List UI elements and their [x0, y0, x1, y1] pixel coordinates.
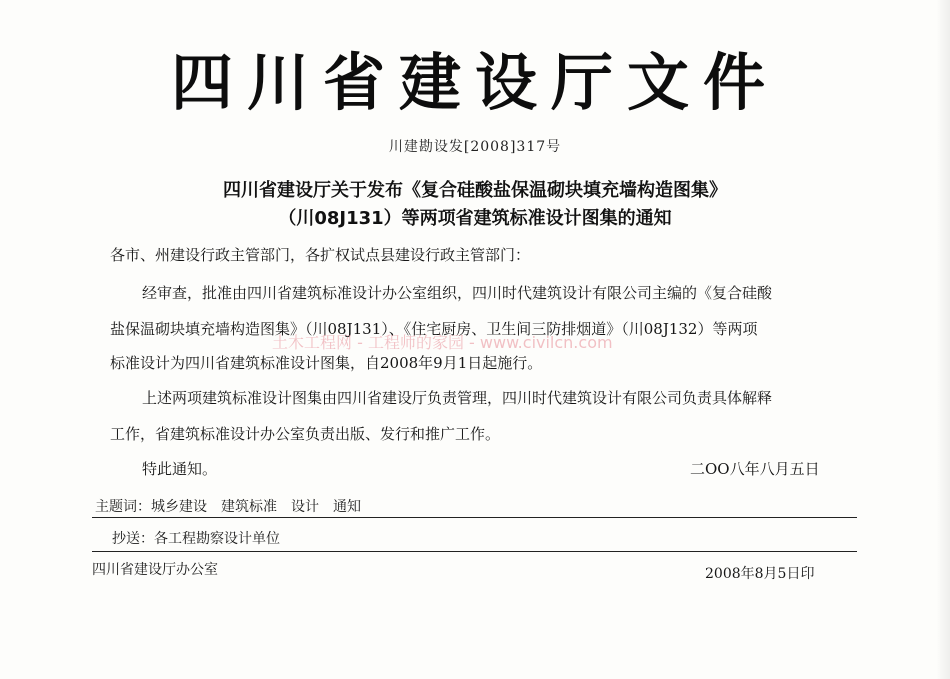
paragraph1-line3: 标准设计为四川省建筑标准设计图集，自2008年9月1日起施行。 — [110, 354, 543, 372]
sign-date: 二OO八年八月五日 — [690, 460, 820, 478]
scan-edge-shadow — [936, 0, 950, 679]
paragraph2-line2: 工作，省建筑标准设计办公室负责出版、发行和推广工作。 — [110, 425, 501, 443]
document-title: 四川省建设厅文件 — [170, 46, 779, 119]
cc-value: 各工程勘察设计单位 — [154, 531, 280, 547]
footer-divider-2 — [92, 551, 857, 552]
footer-divider-1 — [92, 517, 857, 518]
paragraph1-line2: 盐保温砌块填充墙构造图集》（川08J131）、《住宅厨房、卫生间三防排烟道》（川08J132）等两项 — [110, 320, 758, 338]
watermark: 土木工程网 - 工程师的家园 - www.civilcn.com — [272, 333, 613, 352]
keywords-row — [95, 496, 361, 516]
paragraph2-line1: 上述两项建筑标准设计图集由四川省建设厅负责管理，四川时代建筑设计有限公司负责具体解释 — [142, 389, 773, 407]
closing-text: 特此通知。 — [142, 460, 218, 478]
issuer: 四川省建设厅办公室 — [92, 562, 218, 578]
keywords-value: 城乡建设 建筑标准 设计 通知 — [151, 499, 361, 515]
addressee: 各市、州建设行政主管部门，各扩权试点县建设行政主管部门： — [110, 246, 531, 264]
keywords-label: 主题词： — [95, 499, 151, 515]
notice-heading-line1: 四川省建设厅关于发布《复合硅酸盐保温砌块填充墙构造图集》 — [223, 180, 727, 201]
document-number: 川建勘设发[2008]317号 — [388, 139, 562, 155]
notice-heading-line2: （川08J131）等两项省建筑标准设计图集的通知 — [278, 208, 672, 229]
cc-label: 抄送： — [112, 531, 154, 547]
print-date: 2008年8月5日印 — [705, 566, 815, 582]
cc-row — [112, 528, 280, 548]
paragraph1-line1: 经审查，批准由四川省建筑标准设计办公室组织，四川时代建筑设计有限公司主编的《复合硅酸 — [142, 284, 773, 302]
